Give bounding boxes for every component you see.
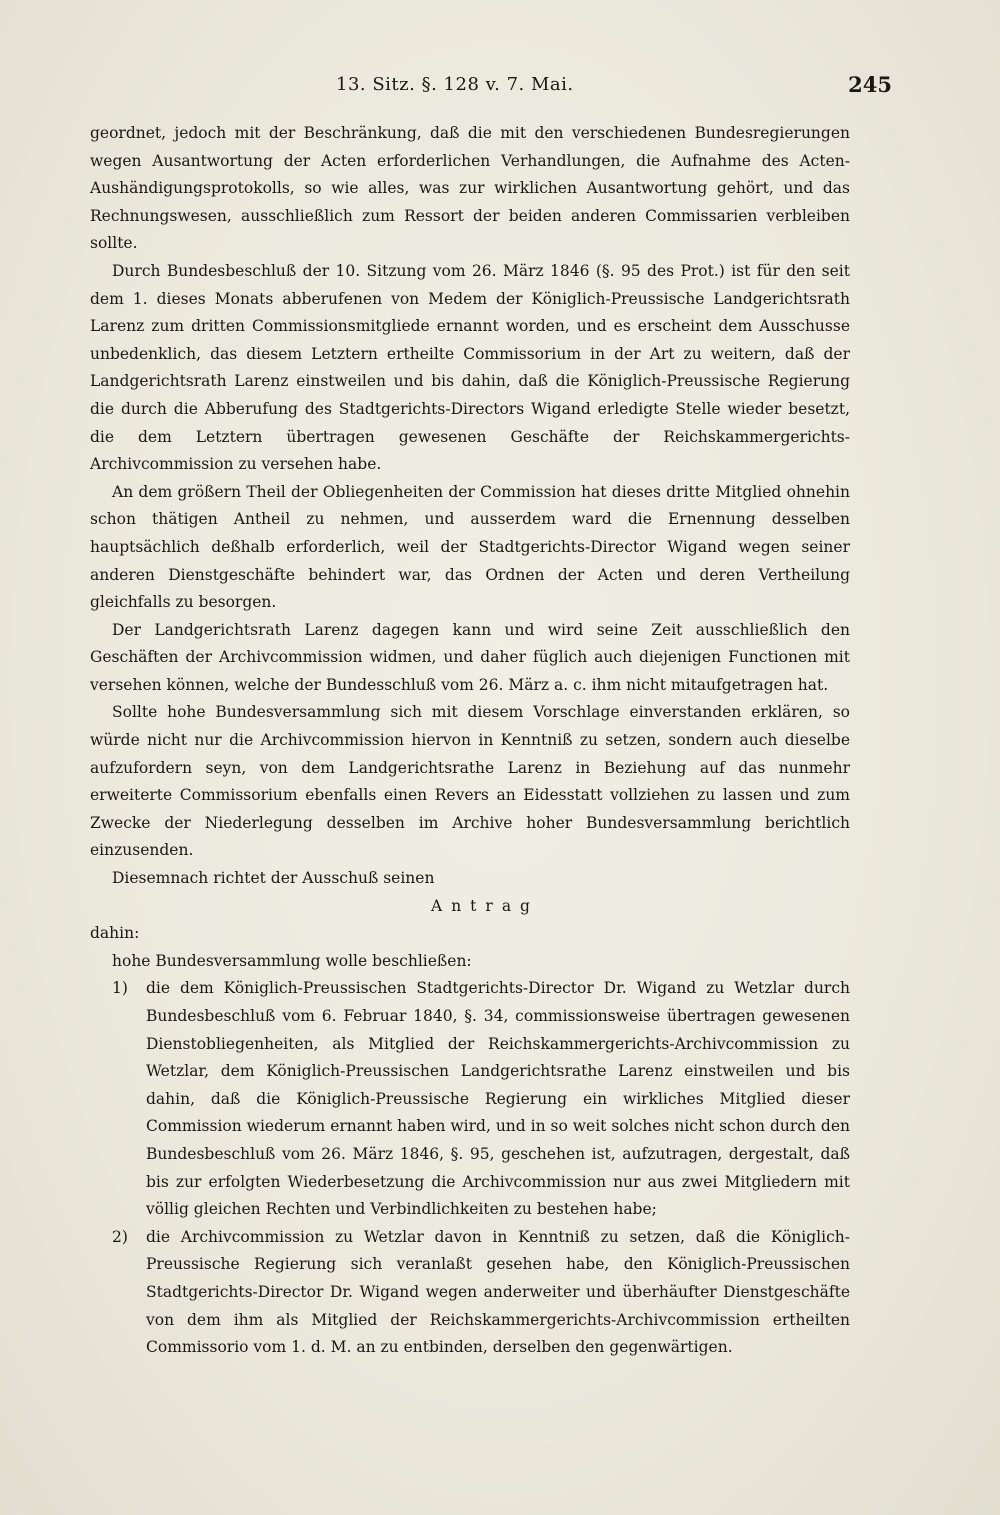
paragraph: Sollte hohe Bundesversammlung sich mit diesem Vorschlage einverstanden erklären, so würde nicht nur die Archivcommission hiervon in Kenntniß zu setzen, sondern auch dieselbe aufzufordern seyn, von dem Landgerichtsrathe Larenz in Beziehung auf das nunmehr erweiterte Commissorium ebenfalls einen Revers an Eidesstatt vollziehen zu lassen und zum Zwecke der Niederlegung desselben im Archive hoher Bundesversammlung berichtlich einzusenden. <box>90 703 850 860</box>
paragraph: Durch Bundesbeschluß der 10. Sitzung vom 26. März 1846 (§. 95 des Prot.) ist für den seit dem 1. dieses Monats abberufenen von Medem der Königlich-Preussische Landgerichtsrath Larenz zum dritten Commissionsmitgliede ernannt worden, und es erscheint dem Ausschusse unbedenklich, das diesem Letztern ertheilte Commissorium in der Art zu weitern, daß der Landgerichtsrath Larenz einstweilen und bis dahin, daß die Königlich-Preussische Regierung die durch die Abberufung des Stadtgerichts-Directors Wigand erledigte Stelle wieder besetzt, die dem Letztern übertragen gewesenen Geschäfte der Reichskammergerichts-Archivcommission zu versehen habe. <box>90 261 850 474</box>
paragraph: An dem größern Theil der Obliegenheiten der Commission hat dieses dritte Mitglied ohnehin schon thätigen Antheil zu nehmen, und ausserdem ward die Ernennung desselben hauptsächlich deßhalb erforderlich, weil der Stadtgerichts-Director Wigand wegen seiner anderen Dienstgeschäfte behindert war, das Ordnen der Acten und deren Vertheilung gleichfalls zu besorgen. <box>90 482 850 612</box>
paragraph: geordnet, jedoch mit der Beschränkung, daß die mit den verschiedenen Bundesregierungen wegen Ausantwortung der Acten erforderlichen Verhandlungen, die Aufnahme des Acten-Aushändigungsprotokolls, so wie alles, was zur wirklichen Ausantwortung gehört, und das Rechnungswesen, ausschließlich zum Ressort der beiden anderen Commissarien verbleiben sollte. <box>90 124 850 253</box>
antrag-heading: Antrag <box>431 896 539 915</box>
list-item <box>90 1224 850 1362</box>
body-text <box>90 120 850 1362</box>
page-number: 245 <box>848 72 892 97</box>
running-header: 13. Sitz. §. 128 v. 7. Mai. <box>336 74 574 95</box>
list-item <box>90 975 850 1223</box>
list-item-number: 2) <box>112 1227 128 1246</box>
list-item-text: die dem Königlich-Preussischen Stadtgerichts-Director Dr. Wigand zu Wetzlar durch Bundesbeschluß vom 6. Februar 1840, §. 34, commissionsweise übertragen gewesenen Dienstobliegenheiten, als Mitglied der Reichskammergerichts-Archivcommission zu Wetzlar, dem Königlich-Preussischen Landgerichtsrathe Larenz einstweilen und bis dahin, daß die Königlich-Preussische Regierung ein wirkliches Mitglied dieser Commission wiederum ernannt haben wird, und in so weit solches nicht schon durch den Bundesbeschluß vom 26. März 1846, §. 95, geschehen ist, aufzutragen, dergestalt, daß bis zur erfolgten Wiederbesetzung die Archivcommission nur aus zwei Mitgliedern mit völlig gleichen Rechten und Verbindlichkeiten zu bestehen habe; <box>146 979 850 1219</box>
list-item-number: 1) <box>112 979 128 998</box>
paragraph: Der Landgerichtsrath Larenz dagegen kann und wird seine Zeit ausschließlich den Geschäften der Archivcommission widmen, und daher füglich auch diejenigen Functionen mit versehen können, welche der Bundesschluß vom 26. März a. c. ihm nicht mitaufgetragen hat. <box>90 620 850 694</box>
resolution-intro: hohe Bundesversammlung wolle beschließen: <box>112 951 472 970</box>
paragraph: Diesemnach richtet der Ausschuß seinen <box>112 869 435 888</box>
dahin-label: dahin: <box>90 924 140 943</box>
list-item-text: die Archivcommission zu Wetzlar davon in Kenntniß zu setzen, daß die Königlich-Preussische Regierung sich veranlaßt gesehen habe, den Königlich-Preussischen Stadtgerichts-Director Dr. Wigand wegen anderweiter und überhäufter Dienstgeschäfte von dem ihm als Mitglied der Reichskammergerichts-Archivcommission ertheilten Commissorio vom 1. d. M. an zu entbinden, derselben den gegenwärtigen. <box>146 1227 850 1357</box>
